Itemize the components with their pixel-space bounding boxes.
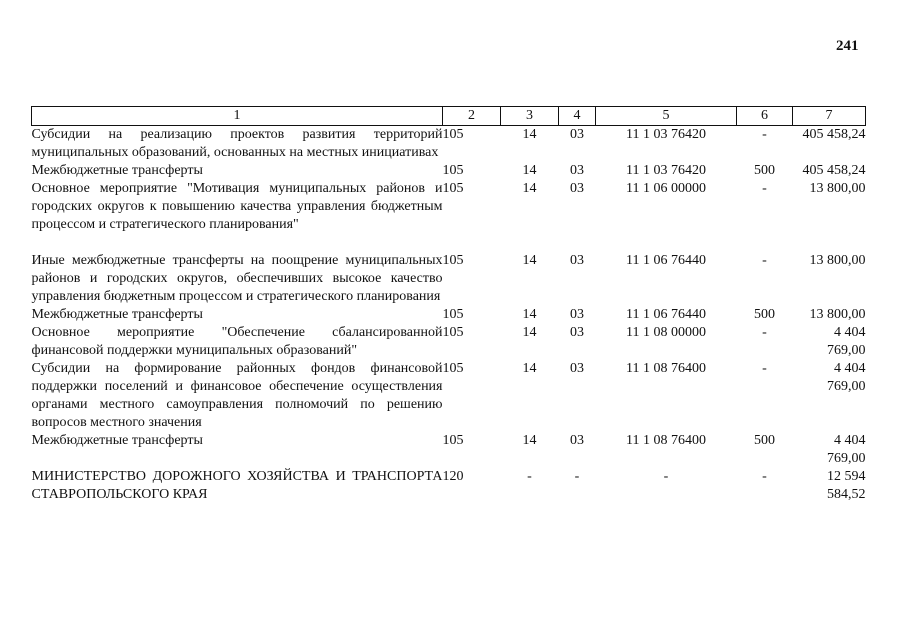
row-description: Субсидии на формирование районных фондов финансовой поддержки поселений и финансовое обеспечение осуществления органами местного самоуправления полномочий по решению вопросов местного значения [31, 361, 443, 430]
row-amount: 12 594 584,52 [827, 469, 866, 502]
row-col4: 03 [570, 307, 584, 322]
header-row [32, 107, 866, 126]
header-cell: 4 [559, 107, 596, 126]
row-col6: - [762, 127, 767, 142]
row-col4: 03 [570, 433, 584, 448]
row-col4: 03 [570, 127, 584, 142]
row-col5: 11 1 06 00000 [626, 181, 706, 196]
row-col6: - [762, 469, 767, 484]
row-col5: 11 1 06 76440 [626, 307, 706, 322]
table-row [32, 306, 866, 324]
row-col3: 14 [522, 253, 537, 268]
table-row [32, 360, 866, 432]
row-amount: 13 800,00 [809, 253, 866, 268]
header-cell: 1 [32, 107, 443, 126]
row-col3: 14 [522, 307, 537, 322]
row-description: Основное мероприятие "Мотивация муниципальных районов и городских округов к повышению качества управления бюджетным процессом и стратегического планирования" [31, 181, 443, 232]
spacer-cell [32, 234, 866, 252]
row-amount: 405 458,24 [802, 163, 866, 178]
row-col2: 105 [442, 127, 464, 142]
row-col5: 11 1 08 76400 [626, 433, 706, 448]
row-col2: 105 [442, 253, 464, 268]
row-description: Межбюджетные трансферты [31, 433, 203, 448]
row-col6: - [762, 325, 767, 340]
row-description: Межбюджетные трансферты [31, 307, 203, 322]
row-col4: 03 [570, 361, 584, 376]
row-col3: 14 [522, 163, 537, 178]
row-col3: 14 [522, 325, 537, 340]
header-cell: 5 [596, 107, 737, 126]
row-col3: 14 [522, 127, 537, 142]
table-row [32, 252, 866, 306]
row-col6: 500 [754, 307, 775, 322]
row-col5: 11 1 03 76420 [626, 127, 706, 142]
row-col6: 500 [754, 433, 775, 448]
row-col2: 105 [442, 307, 464, 322]
table-row [32, 432, 866, 468]
row-col2: 120 [442, 469, 464, 484]
row-col5: 11 1 06 76440 [626, 253, 706, 268]
row-amount: 4 404 769,00 [827, 325, 866, 358]
row-col2: 105 [442, 433, 464, 448]
row-amount: 13 800,00 [809, 307, 866, 322]
row-col6: - [762, 253, 767, 268]
row-description: Основное мероприятие "Обеспечение сбалансированной финансовой поддержки муниципальных образований" [31, 325, 443, 358]
row-col4: 03 [570, 325, 584, 340]
row-col5: - [663, 469, 669, 484]
row-col4: 03 [570, 163, 584, 178]
row-col2: 105 [442, 325, 464, 340]
row-col3: 14 [522, 433, 537, 448]
row-description: Субсидии на реализацию проектов развития территорий муниципальных образований, основанных на местных инициативах [31, 127, 443, 160]
spacer-row [32, 234, 866, 252]
row-col6: - [762, 181, 767, 196]
row-col3: 14 [522, 361, 537, 376]
row-col4: 03 [570, 253, 584, 268]
header-cell: 3 [501, 107, 559, 126]
table-row [32, 162, 866, 180]
row-col5: 11 1 03 76420 [626, 163, 706, 178]
budget-table [31, 106, 866, 504]
row-col4: - [574, 469, 580, 484]
row-description: Межбюджетные трансферты [31, 163, 203, 178]
table-row [32, 180, 866, 234]
row-amount: 13 800,00 [809, 181, 866, 196]
table-row [32, 126, 866, 163]
row-amount: 405 458,24 [802, 127, 866, 142]
row-col5: 11 1 08 76400 [626, 361, 706, 376]
row-col2: 105 [442, 163, 464, 178]
row-col3: 14 [522, 181, 537, 196]
row-col2: 105 [442, 181, 464, 196]
table-row [32, 468, 866, 504]
row-description: МИНИСТЕРСТВО ДОРОЖНОГО ХОЗЯЙСТВА И ТРАНСПОРТА СТАВРОПОЛЬСКОГО КРАЯ [31, 469, 443, 502]
row-col3: - [527, 469, 532, 484]
row-col6: - [762, 361, 767, 376]
row-col4: 03 [570, 181, 584, 196]
page-number: 241 [836, 38, 859, 54]
row-amount: 4 404 769,00 [827, 433, 866, 466]
row-amount: 4 404 769,00 [827, 361, 866, 394]
header-cell: 7 [793, 107, 866, 126]
header-cell: 2 [443, 107, 501, 126]
row-col5: 11 1 08 00000 [626, 325, 706, 340]
row-col2: 105 [442, 361, 464, 376]
row-col6: 500 [754, 163, 775, 178]
table-row [32, 324, 866, 360]
header-cell: 6 [737, 107, 793, 126]
row-description: Иные межбюджетные трансферты на поощрение муниципальных районов и городских округов, обеспечивших высокое качество управления бюджетным процессом и стратегического планирования [31, 253, 443, 304]
